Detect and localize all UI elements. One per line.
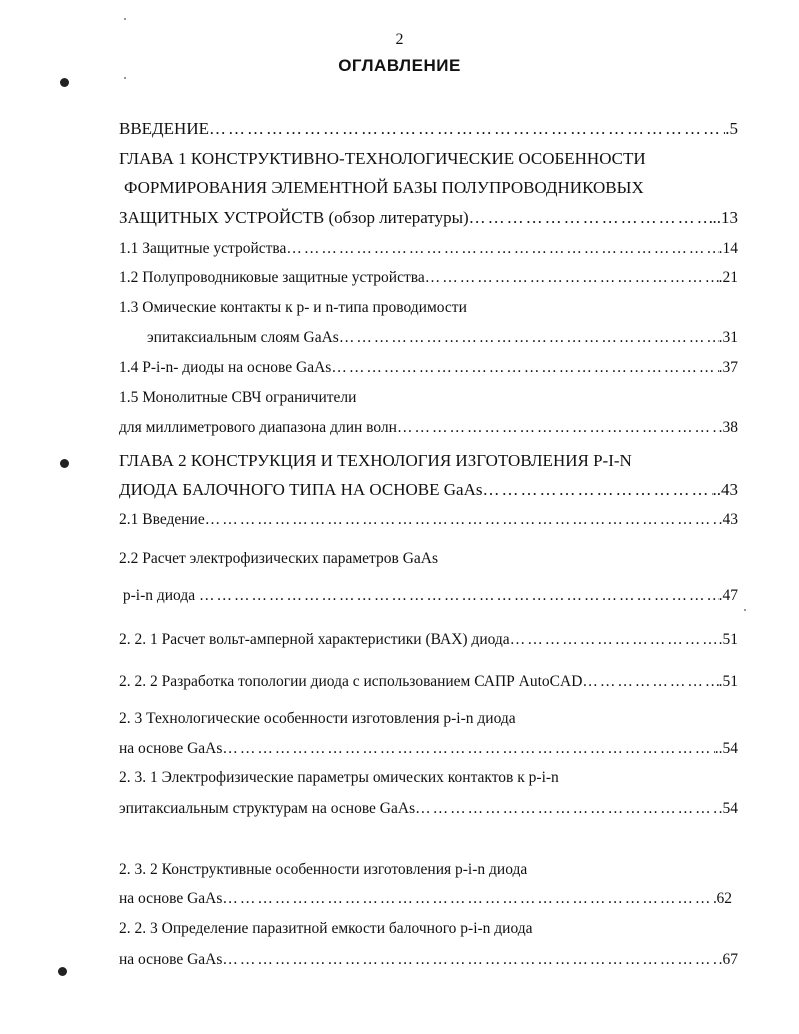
dot-leader	[209, 117, 725, 141]
toc-entry-page: .21	[718, 269, 738, 286]
binding-hole-mark	[60, 459, 69, 468]
scan-speck	[744, 609, 746, 611]
toc-entry-2-2-1	[119, 628, 738, 652]
toc-entry-text: ВВЕДЕНИЕ	[119, 119, 209, 138]
toc-entry-2-2-2	[119, 670, 738, 694]
toc-entry-2-2-line-1: 2.2 Расчет электрофизических параметров GaAs	[119, 550, 439, 567]
dot-leader	[483, 478, 713, 502]
toc-entry-text: на основе GaAs	[119, 890, 223, 907]
toc-entry-1-2	[119, 266, 738, 290]
toc-entry-page: .51	[718, 631, 738, 648]
toc-chapter-1-line-2: ФОРМИРОВАНИЯ ЭЛЕМЕНТНОЙ БАЗЫ ПОЛУПРОВОДНИКОВЫХ	[124, 178, 644, 197]
toc-entry-text: на основе GaAs	[119, 951, 223, 968]
dot-leader	[397, 416, 719, 440]
toc-entry-page: .51	[718, 673, 738, 690]
toc-entry-page: ..43	[712, 480, 738, 499]
toc-entry-1-3-line-2	[119, 326, 738, 350]
toc-entry-text: 2. 2. 1 Расчет вольт-амперной характеристики (ВАХ) диода	[119, 631, 510, 648]
toc-entry-page: ..54	[714, 740, 738, 757]
toc-entry-text: 2.1 Введение	[119, 511, 205, 528]
toc-entry-1-5-line-1: 1.5 Монолитные СВЧ ограничители	[119, 389, 357, 406]
toc-chapter-1-line-3	[119, 206, 738, 230]
toc-entry-text: p-i-n диода	[119, 587, 200, 604]
toc-entry-2-3-line-1: 2. 3 Технологические особенности изготовления p-i-n диода	[119, 710, 516, 727]
toc-entry-2-1	[119, 508, 738, 532]
toc-entry-text: ДИОДА БАЛОЧНОГО ТИПА НА ОСНОВЕ GaAs	[119, 480, 483, 499]
toc-entry-text: 1.4 P-i-n- диоды на основе GaAs	[119, 359, 332, 376]
toc-entry-intro	[119, 117, 738, 141]
toc-entry-page: .38	[718, 419, 738, 436]
toc-entry-text: 1.1 Защитные устройства	[119, 240, 287, 257]
toc-entry-2-3-1-line-1: 2. 3. 1 Электрофизические параметры омических контактов к p-i-n	[119, 769, 559, 786]
binding-hole-mark	[60, 78, 69, 87]
dot-leader	[469, 206, 713, 230]
dot-leader	[205, 508, 719, 532]
toc-entry-2-3-2-line-1: 2. 3. 2 Конструктивные особенности изготовления p-i-n диода	[119, 861, 528, 878]
page-title: ОГЛАВЛЕНИЕ	[338, 56, 461, 75]
toc-chapter-2-line-2	[119, 478, 738, 502]
toc-entry-2-2-3-line-2	[119, 948, 738, 972]
toc-entry-text: ЗАЩИТНЫХ УСТРОЙСТВ (обзор литературы)	[119, 208, 469, 227]
toc-chapter-2-line-1: ГЛАВА 2 КОНСТРУКЦИЯ И ТЕХНОЛОГИЯ ИЗГОТОВЛЕНИЯ P-I-N	[119, 451, 632, 470]
toc-entry-text: 1.2 Полупроводниковые защитные устройства	[119, 269, 425, 286]
toc-entry-page: .14	[718, 240, 738, 257]
toc-entry-page: .5	[725, 119, 738, 138]
toc-entry-text: для миллиметрового диапазона длин волн	[119, 419, 397, 436]
toc-entry-text: 2. 2. 2 Разработка топологии диода с использованием САПР AutoCAD	[119, 673, 583, 690]
dot-leader	[331, 356, 718, 380]
toc-entry-page: .67	[718, 951, 738, 968]
dot-leader	[222, 948, 718, 972]
scan-speck	[124, 18, 126, 20]
scan-speck	[124, 77, 126, 79]
toc-entry-2-2-line-2	[119, 584, 738, 608]
dot-leader	[222, 737, 714, 761]
dot-leader	[415, 797, 719, 821]
binding-hole-mark	[58, 967, 67, 976]
toc-entry-page: .54	[718, 800, 738, 817]
dot-leader	[339, 326, 719, 350]
toc-entry-2-2-3-line-1: 2. 2. 3 Определение паразитной емкости балочного p-i-n диода	[119, 920, 533, 937]
toc-entry-page: 62	[716, 890, 732, 907]
dot-leader	[582, 670, 718, 694]
toc-entry-page: .47	[718, 587, 738, 604]
toc-chapter-1-line-1: ГЛАВА 1 КОНСТРУКТИВНО-ТЕХНОЛОГИЧЕСКИЕ ОСОБЕННОСТИ	[119, 149, 646, 168]
page-number: 2	[395, 31, 404, 48]
toc-entry-page: ..13	[712, 208, 738, 227]
dot-leader	[425, 266, 719, 290]
toc-entry-1-3-line-1: 1.3 Омические контакты к p- и n-типа проводимости	[119, 299, 467, 316]
toc-entry-page: .37	[718, 359, 738, 376]
dot-leader	[286, 237, 718, 261]
toc-entry-text: эпитаксиальным структурам на основе GaAs	[119, 800, 416, 817]
toc-entry-2-3-1-line-2	[119, 797, 738, 821]
toc-entry-1-1	[119, 237, 738, 261]
dot-leader	[222, 887, 716, 911]
dot-leader	[199, 584, 719, 608]
dot-leader	[510, 628, 719, 652]
toc-entry-text: на основе GaAs	[119, 740, 223, 757]
toc-entry-2-3-line-2	[119, 737, 738, 761]
toc-entry-1-4	[119, 356, 738, 380]
toc-entry-1-5-line-2	[119, 416, 738, 440]
toc-entry-text: эпитаксиальным слоям GaAs	[147, 329, 339, 346]
toc-entry-page: .43	[718, 511, 738, 528]
toc-entry-page: .31	[718, 329, 738, 346]
toc-entry-2-3-2-line-2	[119, 887, 732, 911]
